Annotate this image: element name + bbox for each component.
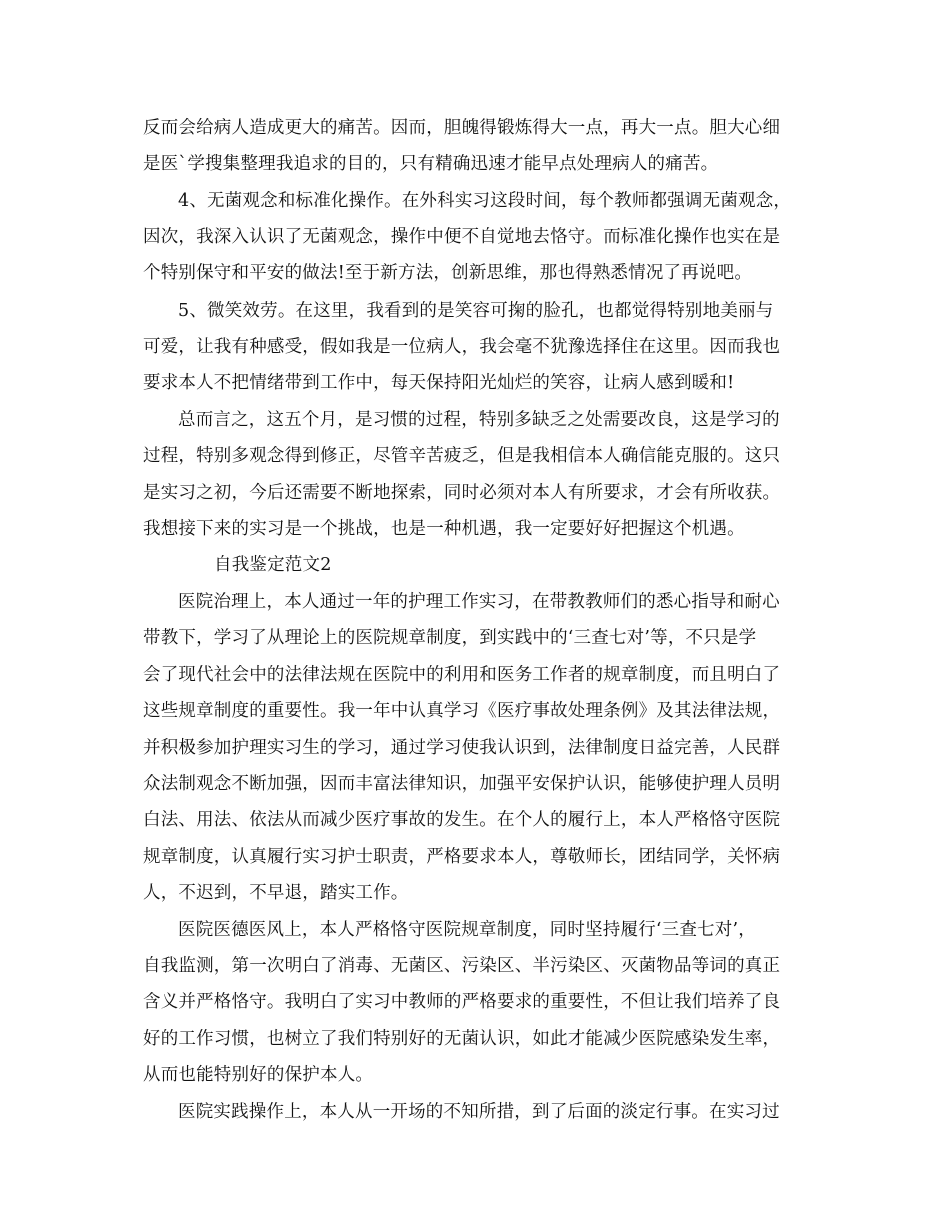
text-line: 自我监测，第一次明白了消毒、无菌区、污染区、半污染区、灭菌物品等词的真正 (143, 956, 781, 976)
paragraph-start: 4、无菌观念和标准化操作。在外科实习这段时间，每个教师都强调无菌观念， (178, 191, 792, 211)
text-line: 众法制观念不断加强，因而丰富法律知识，加强平安保护认识，能够使护理人员明 (143, 774, 781, 794)
text-line: 因次，我深入认识了无菌观念，操作中便不自觉地去恪守。而标准化操作也实在是 (143, 227, 781, 247)
paragraph-start: 5、微笑效劳。在这里，我看到的是笑容可掬的脸孔，也都觉得特别地美丽与 (178, 301, 774, 321)
text-line: 带教下，学习了从理论上的医院规章制度，到实践中的‘三查七对’等，不只是学 (143, 628, 757, 648)
text-line: 我想接下来的实习是一个挑战，也是一种机遇，我一定要好好把握这个机遇。 (143, 519, 745, 539)
text-line: 含义并严格恪守。我明白了实习中教师的严格要求的重要性，不但让我们培养了良 (143, 992, 781, 1012)
paragraph-start: 医院医德医风上，本人严格恪守医院规章制度，同时坚持履行‘三查七对’， (178, 920, 756, 940)
text-line: 可爱，让我有种感受，假如我是一位病人，我会毫不犹豫选择住在这里。因而我也 (143, 337, 781, 357)
text-line: 个特别保守和平安的做法!至于新方法，创新思维，那也得熟悉情况了再说吧。 (143, 263, 753, 283)
text-line: 是实习之初，今后还需要不断地探索，同时必须对本人有所要求，才会有所收获。 (143, 483, 781, 503)
paragraph-start: 医院治理上，本人通过一年的护理工作实习，在带教教师们的悉心指导和耐心 (178, 592, 780, 612)
text-line: 白法、用法、依法从而减少医疗事故的发生。在个人的履行上，本人严格恪守医院 (143, 810, 781, 830)
text-line: 人，不迟到，不早退，踏实工作。 (143, 883, 409, 903)
paragraph-start: 医院实践操作上，本人从一开场的不知所措，到了后面的淡定行事。在实习过 (178, 1102, 780, 1122)
text-line: 要求本人不把情绪带到工作中，每天保持阳光灿烂的笑容，让病人感到暖和! (143, 373, 735, 393)
paragraph-start: 总而言之，这五个月，是习惯的过程，特别多缺乏之处需要改良，这是学习的 (178, 410, 780, 430)
text-line: 过程，特别多观念得到修正，尽管辛苦疲乏，但是我相信本人确信能克服的。这只 (143, 446, 781, 466)
section-heading: 自我鉴定范文2 (214, 555, 332, 575)
text-line: 规章制度，认真履行实习护士职责，严格要求本人，尊敬师长，团结同学，关怀病 (143, 847, 781, 867)
text-line: 这些规章制度的重要性。我一年中认真学习《医疗事故处理条例》及其法律法规， (143, 701, 781, 721)
text-line: 好的工作习惯，也树立了我们特别好的无菌认识，如此才能减少医院感染发生率， (143, 1029, 781, 1049)
text-line: 是医`学搜集整理我追求的目的，只有精确迅速才能早点处理病人的痛苦。 (143, 154, 719, 174)
text-line: 并积极参加护理实习生的学习，通过学习使我认识到，法律制度日益完善，人民群 (143, 738, 781, 758)
text-line: 反而会给病人造成更大的痛苦。因而，胆魄得锻炼得大一点，再大一点。胆大心细 (143, 118, 781, 138)
text-line: 从而也能特别好的保护本人。 (143, 1065, 374, 1085)
text-line: 会了现代社会中的法律法规在医院中的利用和医务工作者的规章制度，而且明白了 (143, 665, 781, 685)
